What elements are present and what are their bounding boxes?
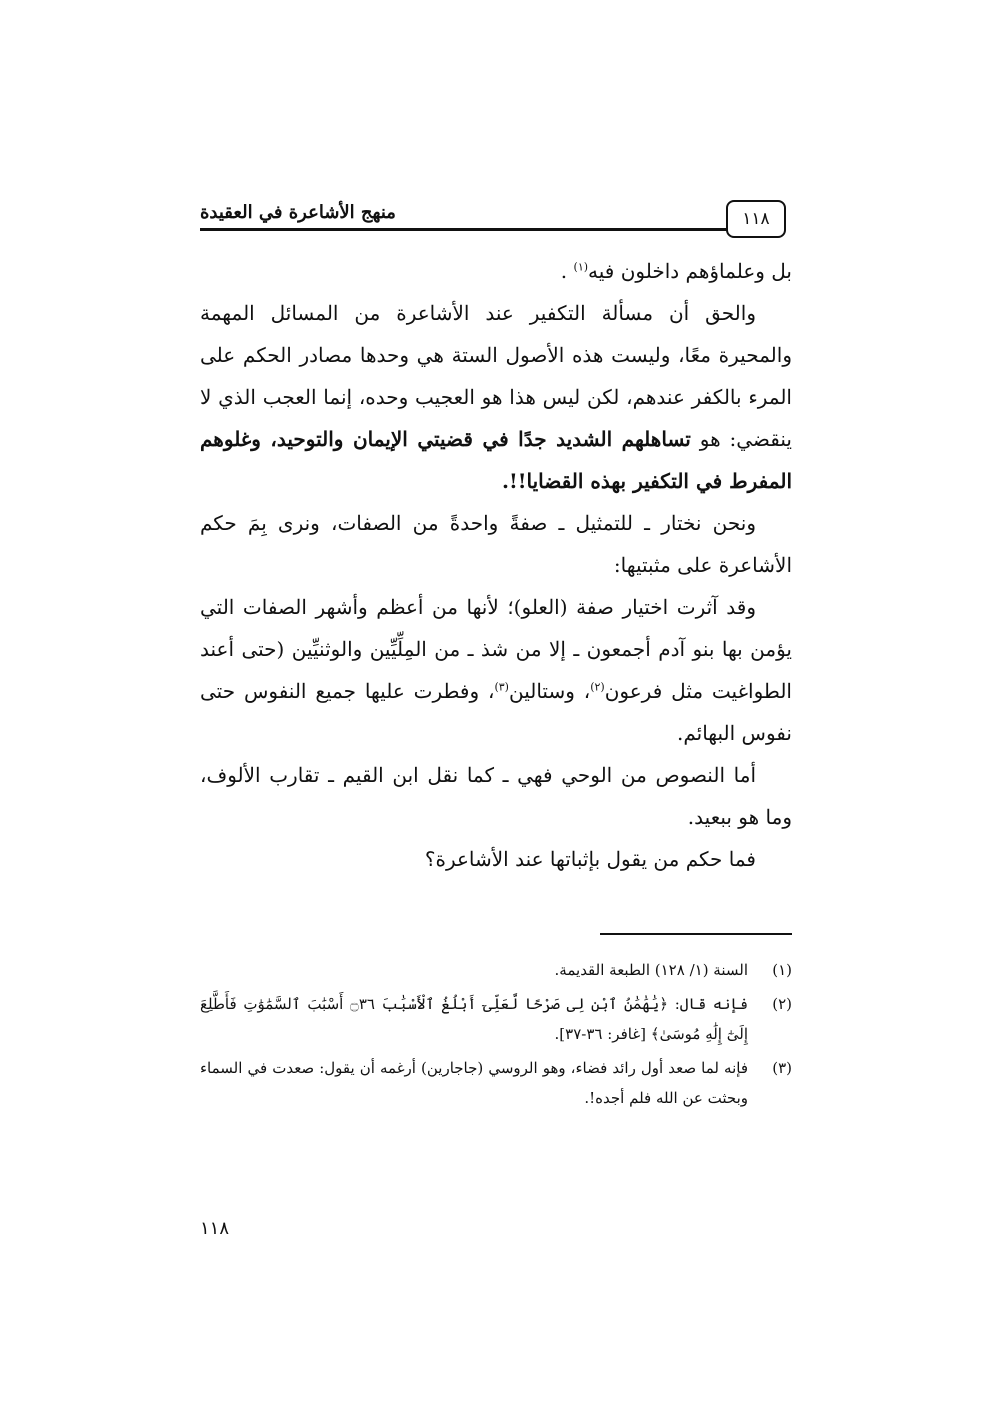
footnote-text: فإنه قال: ﴿يَٰهَٰمَٰنُ ٱبْنِ لِى صَرْحًا لَّعَلِّىٓ أَبْلُغُ ٱلْأَسْبَٰبَ ۝٣٦ أَسْبَٰبَ ٱلسَّمَٰوَٰتِ فَأَطَّلِعَ إِلَىٰٓ إِلَٰهِ مُوسَىٰ﴾ [غافر: ٣٦-٣٧]. <box>200 995 748 1043</box>
paragraph-4-text-b: ، وستالين <box>508 679 591 703</box>
paragraph-4-text-a: وقد آثرت اختيار صفة (العلو)؛ لأنها من أعظم وأشهر الصفات التي يؤمن بها بنو آدم أجمعون ـ إلا من شذ ـ من المِلِّيِّين والوثنيِّين (حتى أعند الطواغيت مثل فرعون <box>200 595 792 703</box>
running-title: منهج الأشاعرة في العقيدة <box>200 202 396 223</box>
footnote-separator <box>600 933 792 935</box>
page-header <box>200 198 792 242</box>
footnote-1 <box>200 955 792 985</box>
footnote-ref-1: (١) <box>573 260 589 274</box>
footnote-number: (١) <box>772 961 792 979</box>
footnote-ref-2: (٢) <box>590 680 605 694</box>
paragraph-6: فما حكم من يقول بإثباتها عند الأشاعرة؟ <box>424 847 756 871</box>
paragraph-3: ونحن نختار ـ للتمثيل ـ صفةً واحدةً من الصفات، ونرى بِمَ حكم الأشاعرة على مثبتيها: <box>200 511 792 577</box>
header-page-number: ١١٨ <box>726 200 786 238</box>
footnote-2 <box>200 989 792 1049</box>
footnote-ref-3: (٣) <box>494 680 509 694</box>
paragraph-5: أما النصوص من الوحي فهي ـ كما نقل ابن القيم ـ تقارب الألوف، وما هو ببعيد. <box>200 763 792 829</box>
paragraph-1-end: . <box>560 259 574 283</box>
footer-page-number: ١١٨ <box>200 1218 230 1239</box>
footnote-number: (٢) <box>772 995 792 1013</box>
paragraph-1 <box>200 250 792 292</box>
paragraph-4 <box>200 586 792 754</box>
footnote-text: السنة (١/ ١٢٨) الطبعة القديمة. <box>554 961 748 979</box>
footnote-3 <box>200 1053 792 1113</box>
footnote-number: (٣) <box>772 1059 792 1077</box>
paragraph-2-end: . <box>501 469 509 493</box>
header-rule <box>200 228 728 231</box>
paragraph-1-text: بل وعلماؤهم داخلون فيه <box>588 259 792 283</box>
paragraph-2 <box>200 292 792 502</box>
paragraph-2-text: والحق أن مسألة التكفير عند الأشاعرة من المسائل المهمة والمحيرة معًا، وليست هذه الأصول الستة هي وحدها مصادر الحكم على المرء بالكفر عندهم، لكن ليس هذا هو العجيب وحده، إنما العجب الذي لا ينقضي: هو <box>200 301 792 451</box>
footnote-text: فإنه لما صعد أول رائد فضاء، وهو الروسي (جاجارين) أرغمه أن يقول: صعدت في السماء وبحثت عن الله فلم أجده!. <box>200 1059 748 1107</box>
main-text <box>200 250 792 880</box>
paragraph-4-text-c: ، وفطرت عليها جميع النفوس حتى نفوس البهائم. <box>200 679 792 745</box>
footnotes <box>200 955 792 1117</box>
paragraph-2-bold: تساهلهم الشديد جدًا في قضيتي الإيمان والتوحيد، وغلوهم المفرط في التكفير بهذه القضايا!! <box>200 427 792 493</box>
